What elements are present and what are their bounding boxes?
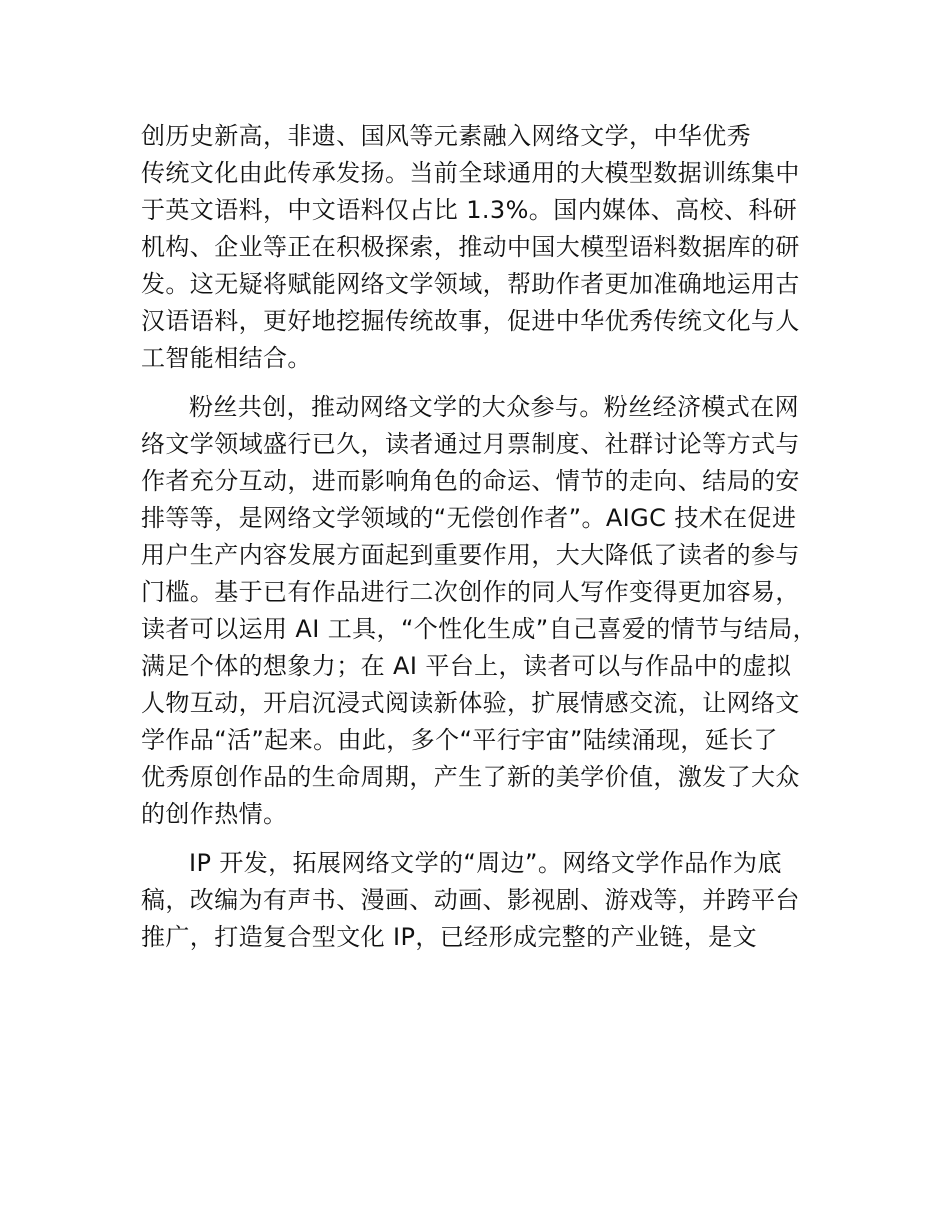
paragraph-line: 优秀原创作品的生命周期，产生了新的美学价值，激发了大众 xyxy=(141,763,800,791)
paragraph-line: 排等等，是网络文学领域的“无偿创作者”。AIGC 技术在促进 xyxy=(141,504,797,532)
paragraph-line: 的创作热情。 xyxy=(141,800,288,828)
body-text xyxy=(141,118,821,956)
paragraph-line: IP 开发，拓展网络文学的“周边”。网络文学作品作为底 xyxy=(189,849,782,877)
paragraph-line: 传统文化由此传承发扬。当前全球通用的大模型数据训练集中 xyxy=(141,159,800,187)
paragraph-line: 发。这无疑将赋能网络文学领域，帮助作者更加准确地运用古 xyxy=(141,270,800,298)
paragraph-line: 读者可以运用 AI 工具，“个性化生成”自己喜爱的情节与结局， xyxy=(141,615,818,643)
paragraph-line: 人物互动，开启沉浸式阅读新体验，扩展情感交流，让网络文 xyxy=(141,689,800,717)
paragraph-line: 络文学领域盛行已久，读者通过月票制度、社群讨论等方式与 xyxy=(141,430,800,458)
paragraph-line: 创历史新高，非遗、国风等元素融入网络文学，中华优秀 xyxy=(141,122,751,150)
paragraph-line: 用户生产内容发展方面起到重要作用，大大降低了读者的参与 xyxy=(141,541,800,569)
paragraph-3 xyxy=(141,845,821,956)
paragraph-line: 机构、企业等正在积极探索，推动中国大模型语料数据库的研 xyxy=(141,233,800,261)
paragraph-2 xyxy=(141,389,821,833)
paragraph-line: 稿，改编为有声书、漫画、动画、影视剧、游戏等，并跨平台 xyxy=(141,886,800,914)
paragraph-line: 学作品“活”起来。由此，多个“平行宇宙”陆续涌现，延长了 xyxy=(141,726,778,754)
paragraph-line: 粉丝共创，推动网络文学的大众参与。粉丝经济模式在网 xyxy=(189,393,799,421)
paragraph-line: 作者充分互动，进而影响角色的命运、情节的走向、结局的安 xyxy=(141,467,800,495)
paragraph-line: 于英文语料，中文语料仅占比 1.3%。国内媒体、高校、科研 xyxy=(141,196,798,224)
paragraph-1 xyxy=(141,118,821,377)
paragraph-line: 满足个体的想象力；在 AI 平台上，读者可以与作品中的虚拟 xyxy=(141,652,792,680)
paragraph-line: 门槛。基于已有作品进行二次创作的同人写作变得更加容易， xyxy=(141,578,800,606)
paragraph-line: 推广，打造复合型文化 IP，已经形成完整的产业链，是文 xyxy=(141,923,757,951)
paragraph-line: 汉语语料，更好地挖掘传统故事，促进中华优秀传统文化与人 xyxy=(141,307,800,335)
paragraph-line: 工智能相结合。 xyxy=(141,344,312,372)
